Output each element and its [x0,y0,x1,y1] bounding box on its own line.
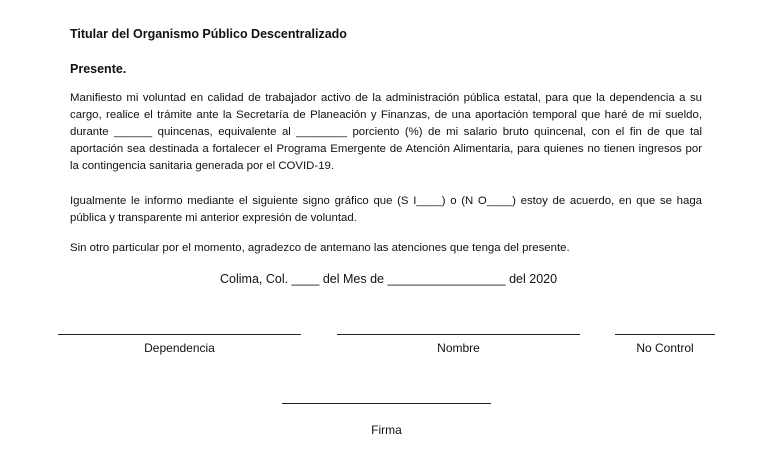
nombre-label: Nombre [437,341,480,355]
date-line: Colima, Col. ____ del Mes de _________________ del 2020 [220,272,558,286]
paragraph-line: Igualmente le informo mediante el siguiente signo gráfico que (S I____) o (N O____) estoy de acuerdo, en que se haga [70,195,702,207]
paragraph-line: Manifiesto mi voluntad en calidad de trabajador activo de la administración pública estatal, para que la dependencia a su [70,92,702,104]
paragraph-line: Sin otro particular por el momento, agradezco de antemano las atenciones que tenga del presente. [70,242,570,254]
nombre-signature-line [337,334,580,335]
recipient-heading: Titular del Organismo Público Descentralizado [70,27,347,41]
paragraph-line: aportación sea destinada a fortalecer el Programa Emergente de Atención Alimentaria, para quienes no tienen ingresos por [70,143,702,155]
paragraph-line: cargo, realice el trámite ante la Secretaría de Planeación y Finanzas, de una aportación temporal que haré de mi sueldo, [70,109,702,121]
dependencia-label: Dependencia [144,341,215,355]
firma-label: Firma [371,423,402,437]
firma-signature-line [282,403,491,404]
paragraph-line: pública y transparente mi anterior expresión de voluntad. [70,212,357,224]
greeting-heading: Presente. [70,62,127,76]
no-control-signature-line [615,334,715,335]
paragraph-closing [70,240,702,257]
paragraph-line: la contingencia sanitaria generada por el COVID-19. [70,160,335,172]
paragraph-voluntad [70,90,702,175]
no-control-label: No Control [636,341,694,355]
dependencia-signature-line [58,334,301,335]
paragraph-signo-grafico [70,193,702,227]
paragraph-line: durante ______ quincenas, equivalente al ________ porciento (%) de mi salario bruto quincenal, con el fin de que tal [70,126,702,138]
